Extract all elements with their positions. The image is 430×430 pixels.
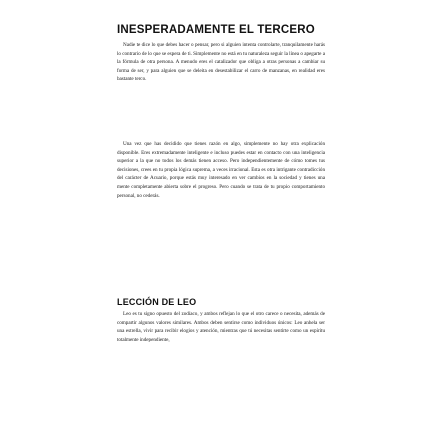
body-paragraph [117, 140, 325, 200]
section-heading: LECCIÓN DE LEO [117, 297, 197, 307]
paragraph-text: Nadie te dice lo que debes hacer o pensar, pero si alguien intenta controlarte, tranquilamente harás lo contrario de lo que se espera de ti. Simplemente no está en tu naturaleza seguir la línea o apegarte a la fórmula de otra persona. A menudo eres el catalizador que obliga a otras personas a cambiar su forma de ser, y para alguien que se deleita en desestabilizar el carro de manzanas, en realidad eres bastante terco. [117, 42, 325, 83]
paragraph-text: Una vez que has decidido que tienes razón en algo, simplemente no hay otra explicación disponible. Eres extremadamente inteligente e incluso puedes estar en contacto con una inteligencia superior a la que no todos los demás tienen acceso. Pero independientemente de cómo tomes tus decisiones, crees en tu propia lógica suprema, a veces irracional. Esta es otra intrigante contradicción del carácter de Acuario, porque estás muy interesado en ver cambios en la sociedad y tienes una mente completamente abierta sobre el progreso. Pero cuando se trata de tu propio comportamiento personal, no cederás. [117, 141, 325, 199]
section-heading: INESPERADAMENTE EL TERCERO [117, 24, 315, 36]
paragraph-text: Leo es tu signo opuesto del zodíaco, y ambos reflejan lo que el otro carece o necesita, además de compartir algunos valores similares. Ambos deben sentirse como individuos únicos: Leo anhela ser una estrella, vivir para recibir elogios y atención, mientras que tú necesitas sentirte como un espíritu totalmente independiente, [117, 311, 325, 343]
body-paragraph [117, 310, 325, 344]
body-paragraph [117, 41, 325, 84]
